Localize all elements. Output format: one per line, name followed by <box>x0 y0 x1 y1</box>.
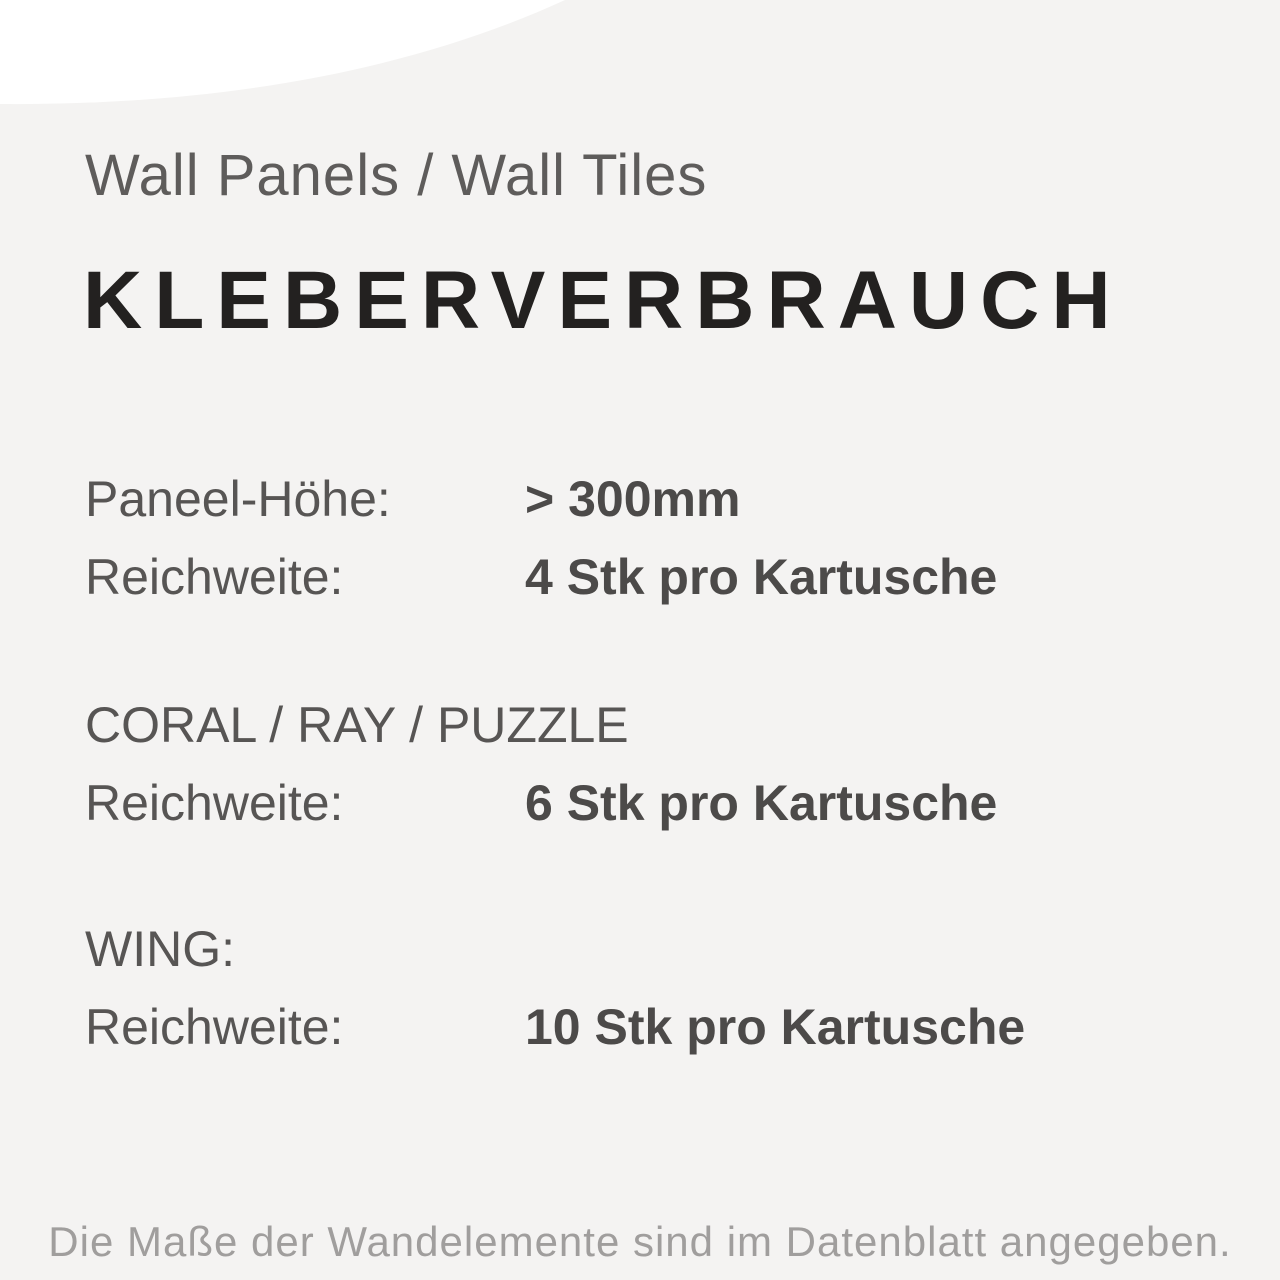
reach-value: 4 Stk pro Kartusche <box>525 549 998 605</box>
panel-height-label: Paneel-Höhe: <box>85 471 391 527</box>
spec-row <box>85 538 1220 616</box>
top-wave-decoration <box>0 0 1280 140</box>
footer-note: Die Maße der Wandelemente sind im Datenblatt angegeben. <box>48 1218 1232 1265</box>
spec-row <box>85 988 1220 1066</box>
panel-height-value: > 300mm <box>525 471 741 527</box>
section-heading: WING: <box>85 921 235 977</box>
section-coral-ray-puzzle <box>85 686 1220 842</box>
spec-row <box>85 460 1220 538</box>
spec-row <box>85 764 1220 842</box>
reach-label: Reichweite: <box>85 549 344 605</box>
section-panel-height <box>85 460 1220 616</box>
section-heading: CORAL / RAY / PUZZLE <box>85 697 629 753</box>
reach-label: Reichweite: <box>85 775 344 831</box>
section-wing <box>85 910 1220 1066</box>
reach-value: 6 Stk pro Kartusche <box>525 775 998 831</box>
page-title: KLEBERVERBRAUCH <box>83 255 1123 346</box>
reach-label: Reichweite: <box>85 999 344 1055</box>
page-subtitle: Wall Panels / Wall Tiles <box>85 143 708 208</box>
reach-value: 10 Stk pro Kartusche <box>525 999 1026 1055</box>
